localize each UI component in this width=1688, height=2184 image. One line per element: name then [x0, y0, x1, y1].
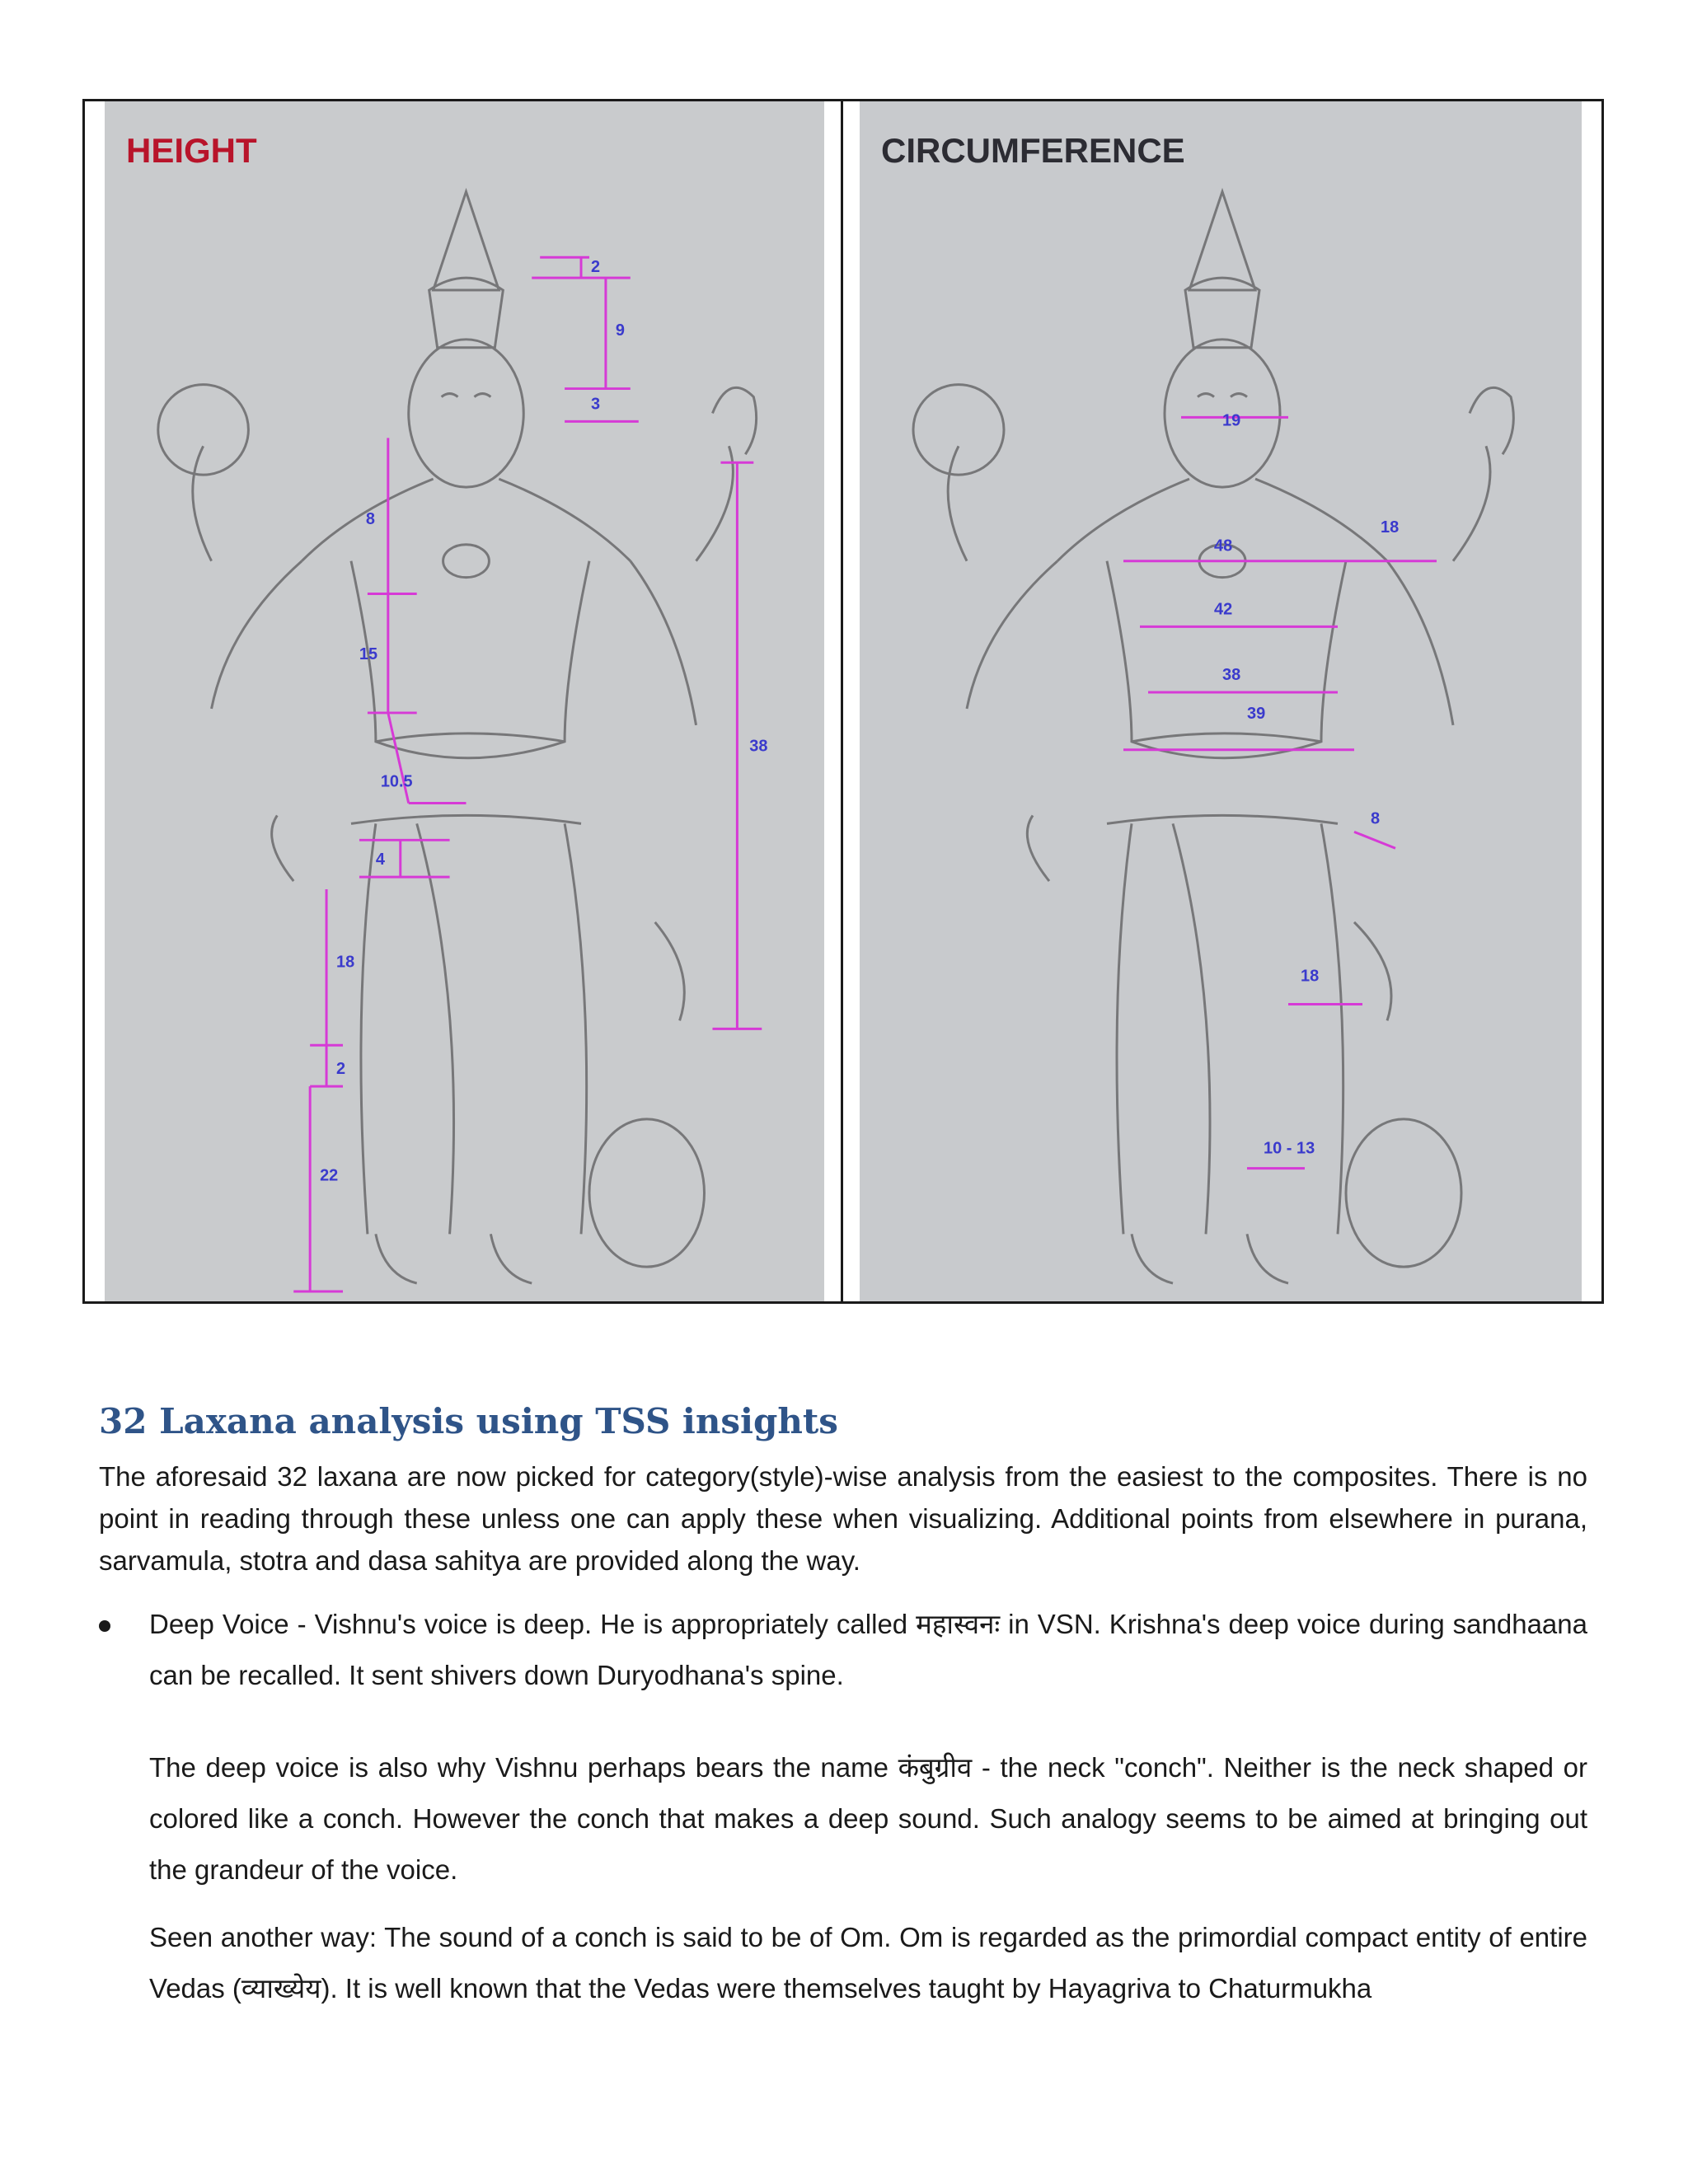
- height-measure: 10.5: [380, 772, 413, 791]
- height-measure: 4: [375, 851, 385, 869]
- bullet-paragraph: Deep Voice - Vishnu's voice is deep. He is appropriately called महास्वनः in VSN. Krishna's deep voice during sandhaana can be recalled. It sent shivers down Duryodhana's spine.: [149, 1609, 1587, 1690]
- height-measure: 22: [320, 1166, 339, 1185]
- intro-paragraph: The aforesaid 32 laxana are now picked for category(style)-wise analysis from the easiest to the composites. There is no point in reading through these unless one can apply these when visualizing. Additional points from elsewhere in purana, sarvamula, stotra and dasa sahitya are provided along the way.: [99, 1461, 1587, 1576]
- circumference-measure: 48: [1214, 537, 1233, 555]
- height-figure-cell: [85, 101, 843, 1301]
- circumference-measure: 8: [1371, 809, 1381, 828]
- height-measure: 3: [590, 395, 601, 414]
- circumference-label: CIRCUMFERENCE: [881, 131, 1185, 170]
- circumference-measure: 38: [1222, 666, 1241, 685]
- height-measure: 2: [336, 1060, 346, 1079]
- bullet-paragraph: The deep voice is also why Vishnu perhaps bears the name कंबुग्रीव - the neck "conch". Neither is the neck shaped or colored like a conch. However the conch that makes a deep sound. Such analogy seems to be aimed at bringing out the grandeur of the voice.: [149, 1752, 1587, 1885]
- circumference-measure: 42: [1214, 600, 1233, 619]
- circumference-sketch-image: [860, 101, 1582, 1301]
- circumference-measure: 18: [1381, 518, 1400, 537]
- height-measure: 15: [359, 645, 378, 664]
- height-sketch-image: [105, 101, 824, 1301]
- circumference-figure-cell: [843, 101, 1601, 1301]
- height-measure: 8: [365, 509, 375, 528]
- height-label: HEIGHT: [126, 131, 257, 170]
- height-measure: 38: [749, 737, 768, 756]
- height-measure: 2: [590, 258, 601, 277]
- section-title: 32 Laxana analysis using TSS insights: [99, 1401, 838, 1441]
- circumference-measure: 18: [1301, 967, 1320, 986]
- height-measure: 9: [615, 321, 625, 340]
- figure-table: [82, 99, 1604, 1304]
- circumference-measure: 10 - 13: [1264, 1139, 1315, 1158]
- circumference-sketch-photo: [860, 101, 1582, 1301]
- bullet-paragraph: Seen another way: The sound of a conch is said to be of Om. Om is regarded as the primordial compact entity of entire Vedas (व्याख्येय). It is well known that the Vedas were themselves taught by Hayagriva to Chaturmukha: [149, 1922, 1587, 2004]
- circumference-measure: 19: [1222, 411, 1241, 430]
- height-measure: 18: [336, 953, 355, 972]
- bullet-marker: [99, 1620, 110, 1632]
- circumference-measure: 39: [1247, 704, 1266, 723]
- height-sketch-photo: [105, 101, 824, 1301]
